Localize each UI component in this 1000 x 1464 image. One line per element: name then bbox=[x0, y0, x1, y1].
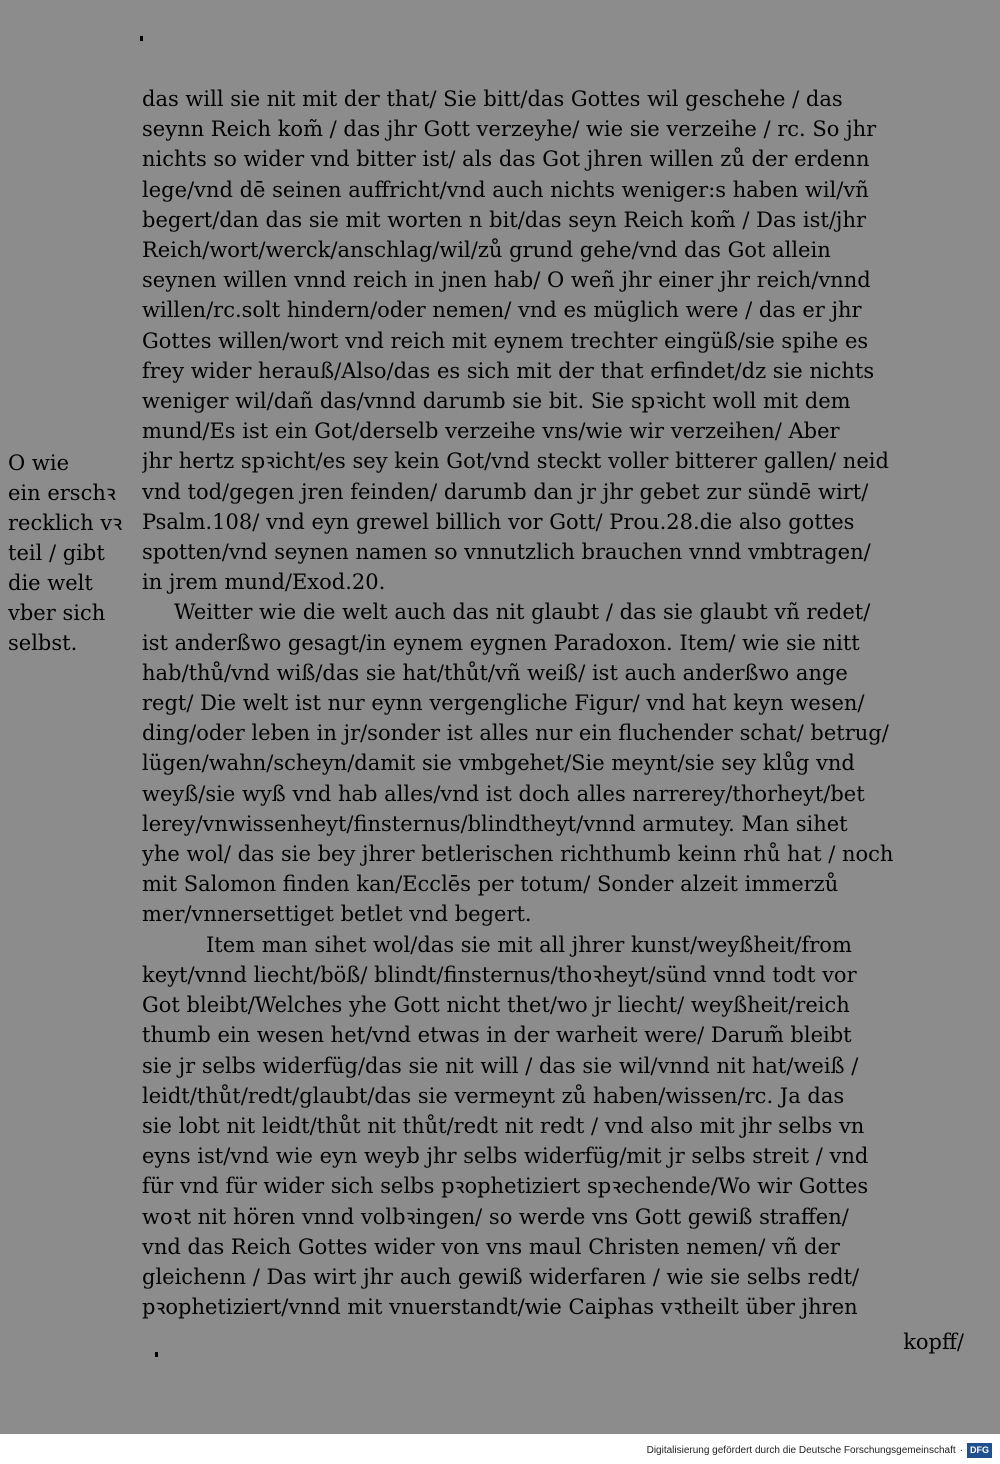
text-line: frey wider herauß/Also/das es sich mit der that erfindet/dz sie nichts bbox=[142, 358, 875, 383]
ink-speck bbox=[140, 36, 143, 41]
marginal-note-line: ein erschꝛ bbox=[8, 481, 116, 505]
text-line: jhr hertz spꝛicht/es sey kein Got/vnd steckt voller bitterer gallen/ neid bbox=[142, 449, 889, 474]
marginal-note-line: die welt bbox=[8, 571, 93, 595]
text-line: sie jr selbs widerfüg/das sie nit will / das sie wil/vnnd nit hat/weiß / bbox=[142, 1053, 859, 1078]
text-line: Got bleibt/Welches yhe Gott nicht thet/wo jr liecht/ weyßheit/reich bbox=[142, 993, 850, 1018]
text-line: lege/vnd dē seinen auffricht/vnd auch nichts weniger:s haben wil/vñ bbox=[142, 177, 869, 202]
text-line: yhe wol/ das sie bey jhrer betlerischen richthumb keinn rhů hat / noch bbox=[142, 842, 894, 867]
text-line: begert/dan das sie mit worten n bit/das seyn Reich kom̃ / Das ist/jhr bbox=[142, 207, 867, 232]
marginal-note-line: vber sich bbox=[8, 601, 106, 625]
text-line: lügen/wahn/scheyn/damit sie vmbgehet/Sie meynt/sie sey klůg vnd bbox=[142, 751, 855, 776]
text-line: keyt/vnnd liecht/böß/ blindt/finsternus/thoꝛheyt/sünd vnnd todt vor bbox=[142, 962, 857, 987]
footer-credit: Digitalisierung gefördert durch die Deutsche Forschungsgemeinschaft bbox=[646, 1445, 956, 1456]
text-line: gleichenn / Das wirt jhr auch gewiß widerfaren / wie sie selbs redt/ bbox=[142, 1264, 860, 1289]
text-line: pꝛophetiziert/vnnd mit vnuerstandt/wie Caiphas vꝛtheilt über jhren bbox=[142, 1295, 858, 1320]
text-line: regt/ Die welt ist nur eynn vergengliche Figur/ vnd hat keyn wesen/ bbox=[142, 691, 865, 716]
text-line: in jrem mund/Exod.20. bbox=[142, 570, 386, 595]
digitization-footer bbox=[647, 1443, 992, 1458]
text-line: ist anderßwo gesagt/in eynem eygnen Paradoxon. Item/ wie sie nitt bbox=[142, 630, 860, 655]
marginal-note-line: teil / gibt bbox=[8, 541, 105, 565]
text-line: für vnd für wider sich selbs pꝛophetiziert spꝛechende/Wo wir Gottes bbox=[142, 1174, 869, 1199]
text-line: lerey/vnwissenheyt/finsternus/blindtheyt/vnnd armutey. Man sihet bbox=[142, 811, 848, 836]
text-line: weyß/sie wyß vnd hab alles/vnd ist doch alles narrerey/thorheyt/bet bbox=[142, 781, 865, 806]
text-line: weniger wil/dañ das/vnnd darumb sie bit. Sie spꝛicht woll mit dem bbox=[142, 389, 851, 414]
text-line: Gottes willen/wort vnd reich mit eynem trechter eingüß/sie spihe es bbox=[142, 328, 869, 353]
text-line: nichts so wider vnd bitter ist/ als das Got jhren willen zů der erdenn bbox=[142, 147, 870, 172]
text-line: mund/Es ist ein Got/derselb verzeihe vns/wie wir verzeihen/ Aber bbox=[142, 419, 840, 444]
text-line: mer/vnnersettiget betlet vnd begert. bbox=[142, 902, 532, 927]
text-line: mit Salomon finden kan/Ecclēs per totum/ Sonder alzeit immerzů bbox=[142, 872, 839, 897]
text-line: das will sie nit mit der that/ Sie bitt/das Gottes wil geschehe / das bbox=[142, 87, 843, 111]
marginal-note-line: O wie bbox=[8, 451, 70, 475]
marginal-note-line: recklich vꝛ bbox=[8, 511, 123, 535]
dfg-logo: DFG bbox=[967, 1443, 992, 1458]
text-line: thumb ein wesen het/vnd etwas in der warheit were/ Darum̃ bleibt bbox=[142, 1023, 852, 1048]
text-line: woꝛt nit hören vnnd volbꝛingen/ so werde vns Gott gewiß straffen/ bbox=[142, 1204, 849, 1229]
text-line: vnd das Reich Gottes wider von vns maul Christen nemen/ vñ der bbox=[142, 1234, 840, 1259]
text-line: seynn Reich kom̃ / das jhr Gott verzeyhe/ wie sie verzeihe / rc. So jhr bbox=[142, 117, 877, 142]
text-line: eyns ist/vnd wie eyn weyb jhr selbs widerfüg/mit jr selbs streit / vnd bbox=[142, 1144, 869, 1169]
body-text bbox=[142, 84, 964, 1322]
text-line: seynen willen vnnd reich in jnen hab/ O weñ jhr einer jhr reich/vnnd bbox=[142, 268, 871, 293]
text-line: Psalm.108/ vnd eyn grewel billich vor Gott/ Prou.28.die also gottes bbox=[142, 509, 855, 534]
text-line: spotten/vnd seynen namen so vnnutzlich brauchen vnnd vmbtragen/ bbox=[142, 540, 871, 565]
text-line: leidt/thůt/redt/glaubt/das sie vermeynt zů haben/wissen/rc. Ja das bbox=[142, 1083, 845, 1108]
text-line: Reich/wort/werck/anschlag/wil/zů grund gehe/vnd das Got allein bbox=[142, 238, 831, 263]
text-line: sie lobt nit leidt/thůt nit thůt/redt nit redt / vnd also mit jhr selbs vn bbox=[142, 1113, 865, 1138]
text-line: willen/rc.solt hindern/oder nemen/ vnd es müglich were / das er jhr bbox=[142, 298, 862, 323]
text-line: Item man sihet wol/das sie mit all jhrer kunst/weyßheit/from bbox=[206, 932, 852, 957]
text-line: vnd tod/gegen jren feinden/ darumb dan jr jhr gebet zur sündē wirt/ bbox=[142, 479, 869, 504]
text-line: ding/oder leben in jr/sonder ist alles nur ein fluchender schat/ betrug/ bbox=[142, 721, 889, 746]
marginal-note bbox=[8, 448, 130, 658]
text-line: hab/thů/vnd wiß/das sie hat/thůt/vñ weiß/ ist auch anderßwo ange bbox=[142, 660, 848, 685]
footer-separator: · bbox=[959, 1445, 963, 1456]
marginal-note-line: selbst. bbox=[8, 631, 78, 655]
catchword: kopff/ bbox=[903, 1330, 964, 1354]
text-line: Weitter wie die welt auch das nit glaubt / das sie glaubt vñ redet/ bbox=[174, 600, 871, 625]
ink-speck bbox=[155, 1352, 158, 1357]
